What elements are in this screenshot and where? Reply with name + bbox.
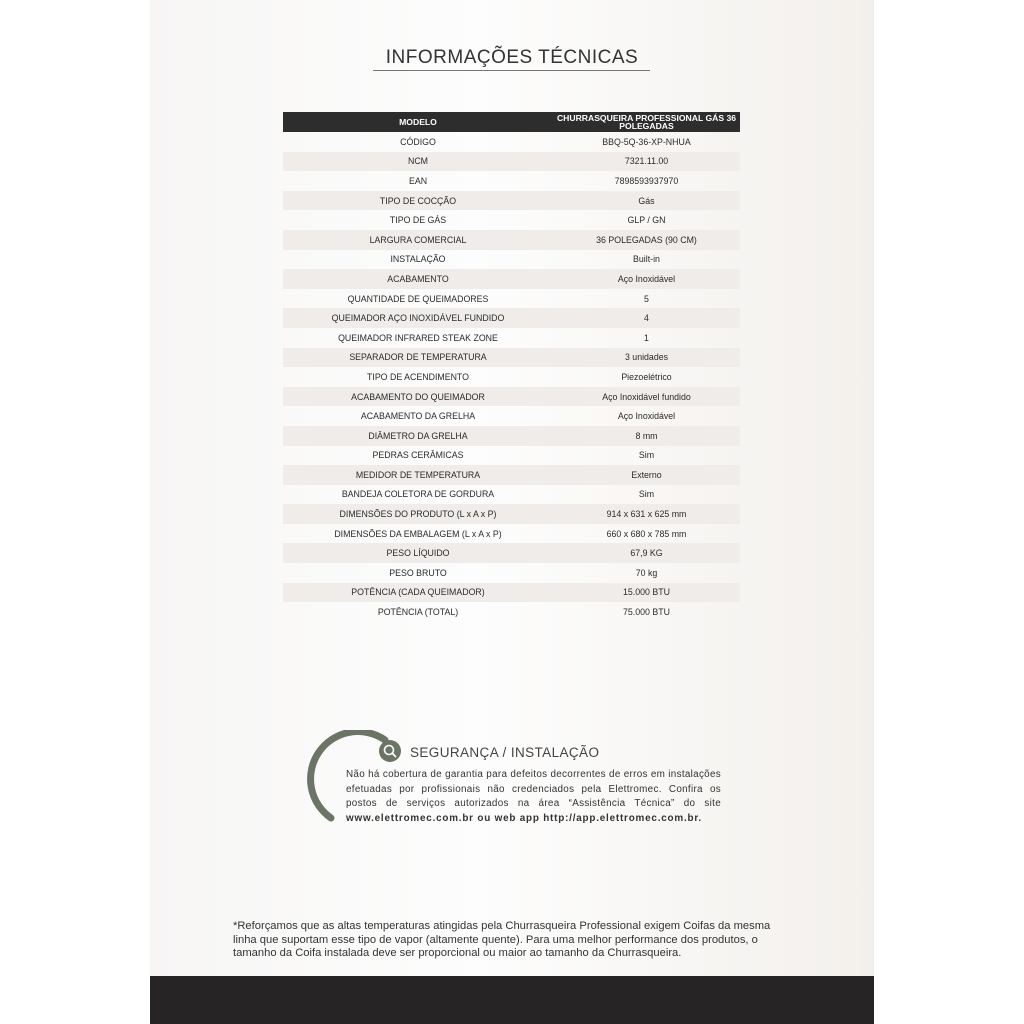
safety-body: Não há cobertura de garantia para defeitos decorrentes de erros em instalações efetuadas por profissionais não credenciados pela Elettromec. Confira os postos de serviços autorizados na área “Assistência Técnica” do site bbox=[346, 769, 721, 810]
spec-value: 3 unidades bbox=[553, 348, 740, 368]
spec-label: DIMENSÕES DO PRODUTO (L x A x P) bbox=[283, 504, 553, 524]
spec-value: 7898593937970 bbox=[614, 175, 679, 186]
spec-label: QUEIMADOR INFRARED STEAK ZONE bbox=[338, 332, 498, 343]
spec-value: Aço Inoxidável bbox=[553, 269, 740, 289]
spec-value: BBQ-5Q-36-XP-NHUA bbox=[602, 136, 691, 147]
footer-band bbox=[150, 976, 874, 1024]
spec-label: ACABAMENTO DA GRELHA bbox=[360, 411, 476, 422]
page-title: INFORMAÇÕES TÉCNICAS bbox=[385, 47, 639, 68]
magnifier-icon bbox=[379, 740, 401, 762]
spec-label: POTÊNCIA (CADA QUEIMADOR) bbox=[283, 583, 553, 603]
specs-table-body bbox=[283, 132, 740, 622]
table-row bbox=[283, 191, 740, 211]
spec-label: QUEIMADOR AÇO INOXIDÁVEL FUNDIDO bbox=[283, 308, 553, 328]
table-row bbox=[283, 583, 740, 603]
spec-label: LARGURA COMERCIAL bbox=[283, 230, 553, 250]
table-row bbox=[283, 563, 740, 583]
table-row bbox=[283, 406, 740, 426]
table-row bbox=[283, 152, 740, 172]
spec-value: 75.000 BTU bbox=[623, 607, 670, 618]
spec-value: 15.000 BTU bbox=[553, 583, 740, 603]
spec-value: 70 kg bbox=[635, 567, 658, 578]
spec-label: POTÊNCIA (TOTAL) bbox=[377, 607, 459, 618]
spec-label: NCM bbox=[283, 152, 553, 172]
spec-value: 660 x 680 x 785 mm bbox=[606, 528, 687, 539]
spec-label: TIPO DE GÁS bbox=[389, 215, 447, 226]
spec-label: PESO BRUTO bbox=[389, 567, 447, 578]
table-row bbox=[283, 543, 740, 563]
spec-value: GLP / GN bbox=[627, 215, 666, 226]
spec-value: 8 mm bbox=[553, 426, 740, 446]
spec-value: Piezoelétrico bbox=[621, 371, 672, 382]
spec-value: Aço Inoxidável fundido bbox=[553, 387, 740, 407]
spec-label: INSTALAÇÃO bbox=[390, 254, 446, 265]
table-row bbox=[283, 308, 740, 328]
spec-label: TIPO DE COCÇÃO bbox=[283, 191, 553, 211]
spec-value: 36 POLEGADAS (90 CM) bbox=[553, 230, 740, 250]
table-row bbox=[283, 602, 740, 622]
table-header-row bbox=[283, 112, 740, 132]
safety-section bbox=[305, 730, 725, 830]
table-row bbox=[283, 485, 740, 505]
spec-value: Sim bbox=[638, 489, 655, 500]
table-row bbox=[283, 348, 740, 368]
table-row bbox=[283, 387, 740, 407]
specs-table bbox=[283, 112, 740, 622]
spec-value: Gás bbox=[553, 191, 740, 211]
spec-value: Aço Inoxidável bbox=[617, 411, 676, 422]
table-row bbox=[283, 230, 740, 250]
spec-label: ACABAMENTO bbox=[283, 269, 553, 289]
spec-value: Built-in bbox=[633, 254, 660, 265]
table-row bbox=[283, 269, 740, 289]
spec-label: CÓDIGO bbox=[400, 136, 436, 147]
safety-website: www.elettromec.com.br ou web app http://app.elettromec.com.br. bbox=[346, 812, 702, 824]
header-label: MODELO bbox=[283, 112, 553, 132]
table-row bbox=[283, 289, 740, 309]
spec-label: QUANTIDADE DE QUEIMADORES bbox=[347, 293, 489, 304]
spec-label: DIÂMETRO DA GRELHA bbox=[283, 426, 553, 446]
document-page bbox=[150, 0, 874, 1024]
table-row bbox=[283, 132, 740, 152]
spec-value: Externo bbox=[553, 465, 740, 485]
table-row bbox=[283, 504, 740, 524]
table-row bbox=[283, 250, 740, 270]
table-row bbox=[283, 367, 740, 387]
spec-label: EAN bbox=[408, 175, 428, 186]
table-row bbox=[283, 426, 740, 446]
spec-value: 5 bbox=[644, 293, 649, 304]
table-row bbox=[283, 210, 740, 230]
spec-value: 1 bbox=[644, 332, 649, 343]
spec-label: TIPO DE ACENDIMENTO bbox=[367, 371, 469, 382]
footnote: *Reforçamos que as altas temperaturas atingidas pela Churrasqueira Professional exigem Coifas da mesma linha que suportam esse tipo de vapor (altamente quente). Para uma melhor performance dos produtos, o tamanho da Coifa instalada deve ser proporcional ou maior ao tamanho da Churrasqueira. bbox=[233, 920, 771, 959]
title-underline bbox=[373, 70, 650, 71]
spec-label: BANDEJA COLETORA DE GORDURA bbox=[341, 489, 495, 500]
spec-value: 914 x 631 x 625 mm bbox=[553, 504, 740, 524]
table-row bbox=[283, 328, 740, 348]
spec-label: SEPARADOR DE TEMPERATURA bbox=[283, 348, 553, 368]
spec-value: Sim bbox=[638, 450, 655, 461]
table-row bbox=[283, 171, 740, 191]
spec-label: ACABAMENTO DO QUEIMADOR bbox=[283, 387, 553, 407]
spec-label: DIMENSÕES DA EMBALAGEM (L x A x P) bbox=[334, 528, 502, 539]
table-row bbox=[283, 524, 740, 544]
spec-value: 7321.11.00 bbox=[553, 152, 740, 172]
spec-label: PESO LÍQUIDO bbox=[283, 543, 553, 563]
safety-title: SEGURANÇA / INSTALAÇÃO bbox=[410, 745, 600, 760]
spec-label: PEDRAS CERÂMICAS bbox=[372, 450, 464, 461]
table-row bbox=[283, 465, 740, 485]
header-value: CHURRASQUEIRA PROFESSIONAL GÁS 36 POLEGADAS bbox=[553, 112, 740, 132]
table-row bbox=[283, 446, 740, 466]
spec-value: 67,9 KG bbox=[553, 543, 740, 563]
spec-value: 4 bbox=[553, 308, 740, 328]
safety-text bbox=[346, 768, 721, 826]
spec-label: MEDIDOR DE TEMPERATURA bbox=[283, 465, 553, 485]
